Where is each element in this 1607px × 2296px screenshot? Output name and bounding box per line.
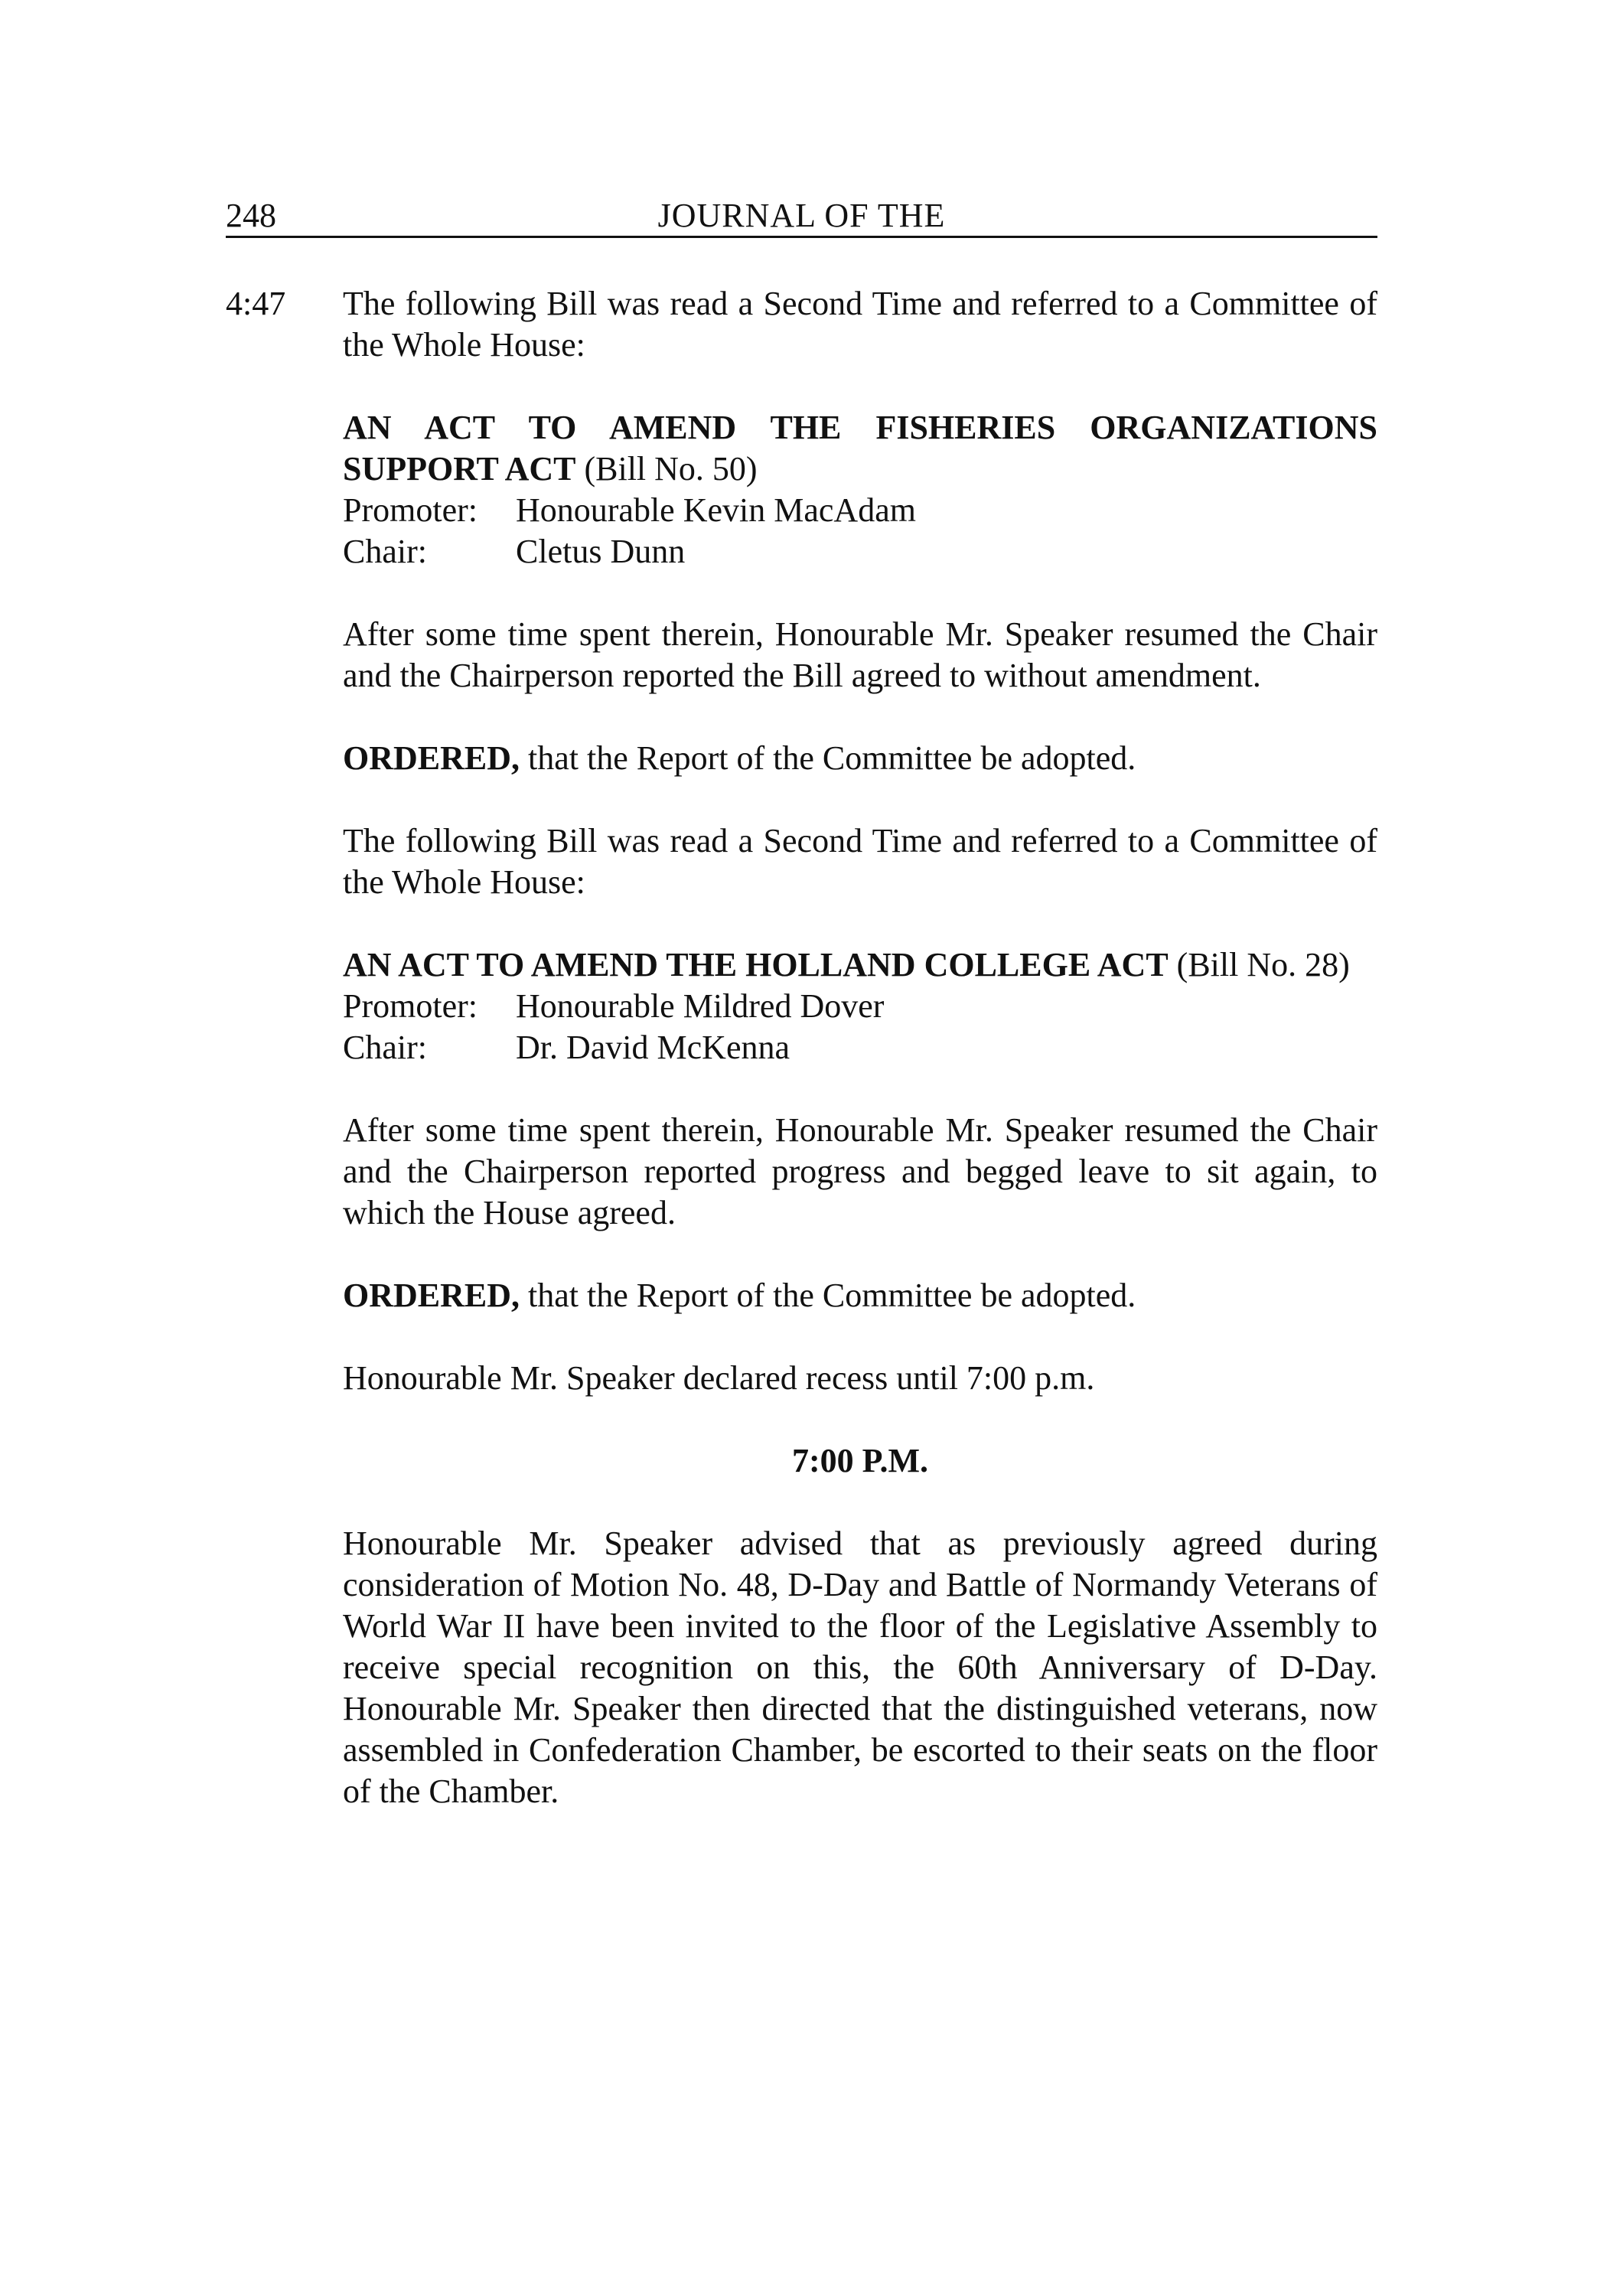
- chair-name: Cletus Dunn: [516, 533, 686, 570]
- bill2-intro: The following Bill was read a Second Time and referred to a Committee of the Whole House:: [343, 822, 1377, 901]
- page-number: 248: [226, 197, 276, 234]
- bill1-chair-row: [343, 531, 1377, 572]
- veterans-paragraph: Honourable Mr. Speaker advised that as previously agreed during consideration of Motion No. 48, D-Day and Battle of Normandy Veterans of World War II have been invited to the floor of the Legislative Assembly to receive special recognition on this, the 60th Anniversary of D-Day. Honourable Mr. Speaker then directed that the distinguished veterans, now assembled in Confederation Chamber, be escorted to their seats on the floor of the Chamber.: [343, 1525, 1377, 1810]
- bill2-report: After some time spent therein, Honourable Mr. Speaker resumed the Chair and the Chairperson reported progress and begged leave to sit again, to which the House agreed.: [343, 1111, 1377, 1231]
- promoter-name: Honourable Kevin MacAdam: [516, 491, 916, 529]
- promoter-label: Promoter:: [343, 987, 478, 1025]
- bill2-number: (Bill No. 28): [1176, 946, 1350, 983]
- journal-body: [343, 283, 1377, 1812]
- chair-name: Dr. David McKenna: [516, 1029, 790, 1066]
- time-stamp: 4:47: [226, 285, 286, 322]
- bill2-title: AN ACT TO AMEND THE HOLLAND COLLEGE ACT: [343, 946, 1169, 983]
- ordered-text: that the Report of the Committee be adopted.: [520, 1277, 1136, 1314]
- promoter-label: Promoter:: [343, 491, 478, 529]
- bill1-promoter-row: [343, 490, 1377, 531]
- bill1-title: AN ACT TO AMEND THE FISHERIES ORGANIZATIONS SUPPORT ACT: [343, 409, 1377, 488]
- bill2-promoter-row: [343, 986, 1377, 1027]
- ordered-text: that the Report of the Committee be adopted.: [520, 739, 1136, 777]
- bill1-report: After some time spent therein, Honourable Mr. Speaker resumed the Chair and the Chairperson reported the Bill agreed to without amendment.: [343, 615, 1377, 694]
- running-title: JOURNAL OF THE: [657, 197, 946, 234]
- bill2-order: [343, 1275, 1377, 1316]
- bill2-heading: [343, 944, 1377, 986]
- recess-statement: Honourable Mr. Speaker declared recess until 7:00 p.m.: [343, 1359, 1095, 1397]
- chair-label: Chair:: [343, 1029, 427, 1066]
- page-header: [226, 196, 1377, 238]
- evening-sitting-heading: 7:00 P.M.: [791, 1442, 929, 1479]
- ordered-label: ORDERED,: [343, 1277, 520, 1314]
- chair-label: Chair:: [343, 533, 427, 570]
- bill1-intro: The following Bill was read a Second Time and referred to a Committee of the Whole House:: [343, 285, 1377, 364]
- ordered-label: ORDERED,: [343, 739, 520, 777]
- bill1-order: [343, 738, 1377, 779]
- promoter-name: Honourable Mildred Dover: [516, 987, 885, 1025]
- bill1-heading: [343, 407, 1377, 490]
- bill2-chair-row: [343, 1027, 1377, 1068]
- bill1-number: (Bill No. 50): [584, 450, 758, 488]
